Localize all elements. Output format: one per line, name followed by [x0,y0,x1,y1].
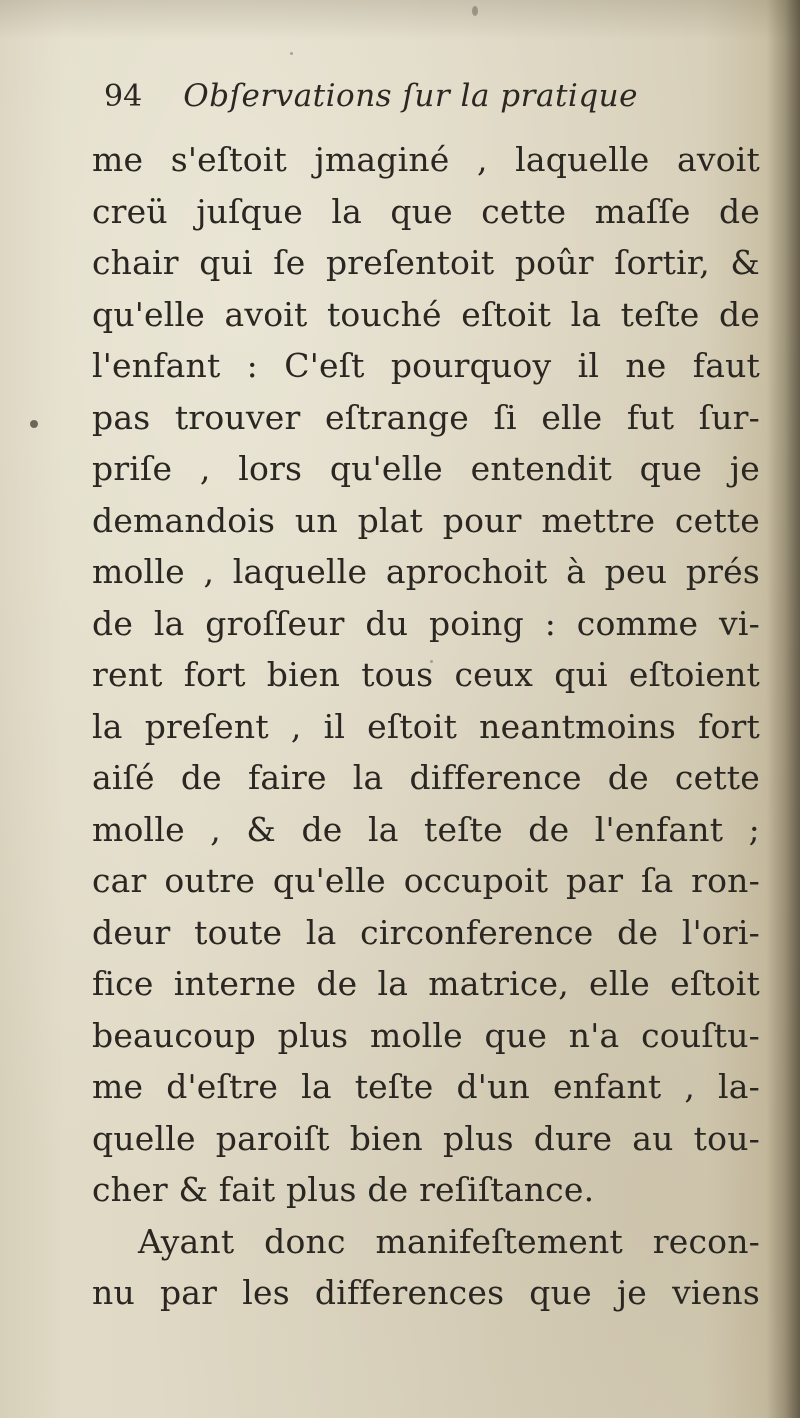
text-line: aiſé de faire la difference de cette [92,758,760,797]
page-number: 94 [104,79,143,114]
text-line-paragraph-end: cher & fait plus de reſiſtance. [92,1170,595,1209]
text-line: molle , laquelle aprochoit à peu prés [92,552,760,591]
text-line: l'enfant : C'eſt pourquoy il ne faut [92,346,760,385]
text-line: rent fort bien tous ceux qui eſtoient [92,655,760,694]
text-line-paragraph-start: Ayant donc manifeſtement recon- [138,1221,760,1261]
paper-speck [472,6,478,16]
text-line: car outre qu'elle occupoit par ſa ron- [92,861,760,900]
text-line: fice interne de la matrice, elle eſtoit [92,964,760,1003]
margin-mark [30,420,38,428]
page-top-shadow [0,0,800,40]
text-line: deur toute la circonference de l'ori- [92,912,760,952]
text-line: demandois un plat pour mettre cette [92,500,760,540]
text-line: pas trouver eſtrange ſi elle fut ſur- [92,397,760,437]
paper-speck [290,52,293,55]
page-gutter-shadow [766,0,800,1418]
text-line: priſe , lors qu'elle entendit que je [92,449,760,488]
text-line: la preſent , il eſtoit neantmoins fort [92,706,760,746]
text-line: de la groſſeur du poing : comme vi- [92,603,760,643]
text-line: qu'elle avoit touché eſtoit la teſte de [92,294,760,334]
text-line: nu par les differences que je viens [92,1273,760,1312]
text-line: beaucoup plus molle que n'a couſtu- [92,1015,760,1055]
running-title: Obſervations ſur la pratique [183,78,638,114]
text-line: molle , & de la teſte de l'enfant ; [92,809,760,849]
text-line: creü juſque la que cette maſſe de [92,191,760,231]
text-line: me d'eſtre la teſte d'un enfant , la- [92,1067,760,1106]
running-header [104,78,638,128]
body-text [92,134,760,1319]
text-line: quelle paroiſt bien plus dure au tou- [92,1118,760,1158]
text-line: me s'eſtoit jmaginé , laquelle avoit [92,140,760,179]
text-line: chair qui ſe preſentoit poûr ſortir, & [92,243,760,282]
